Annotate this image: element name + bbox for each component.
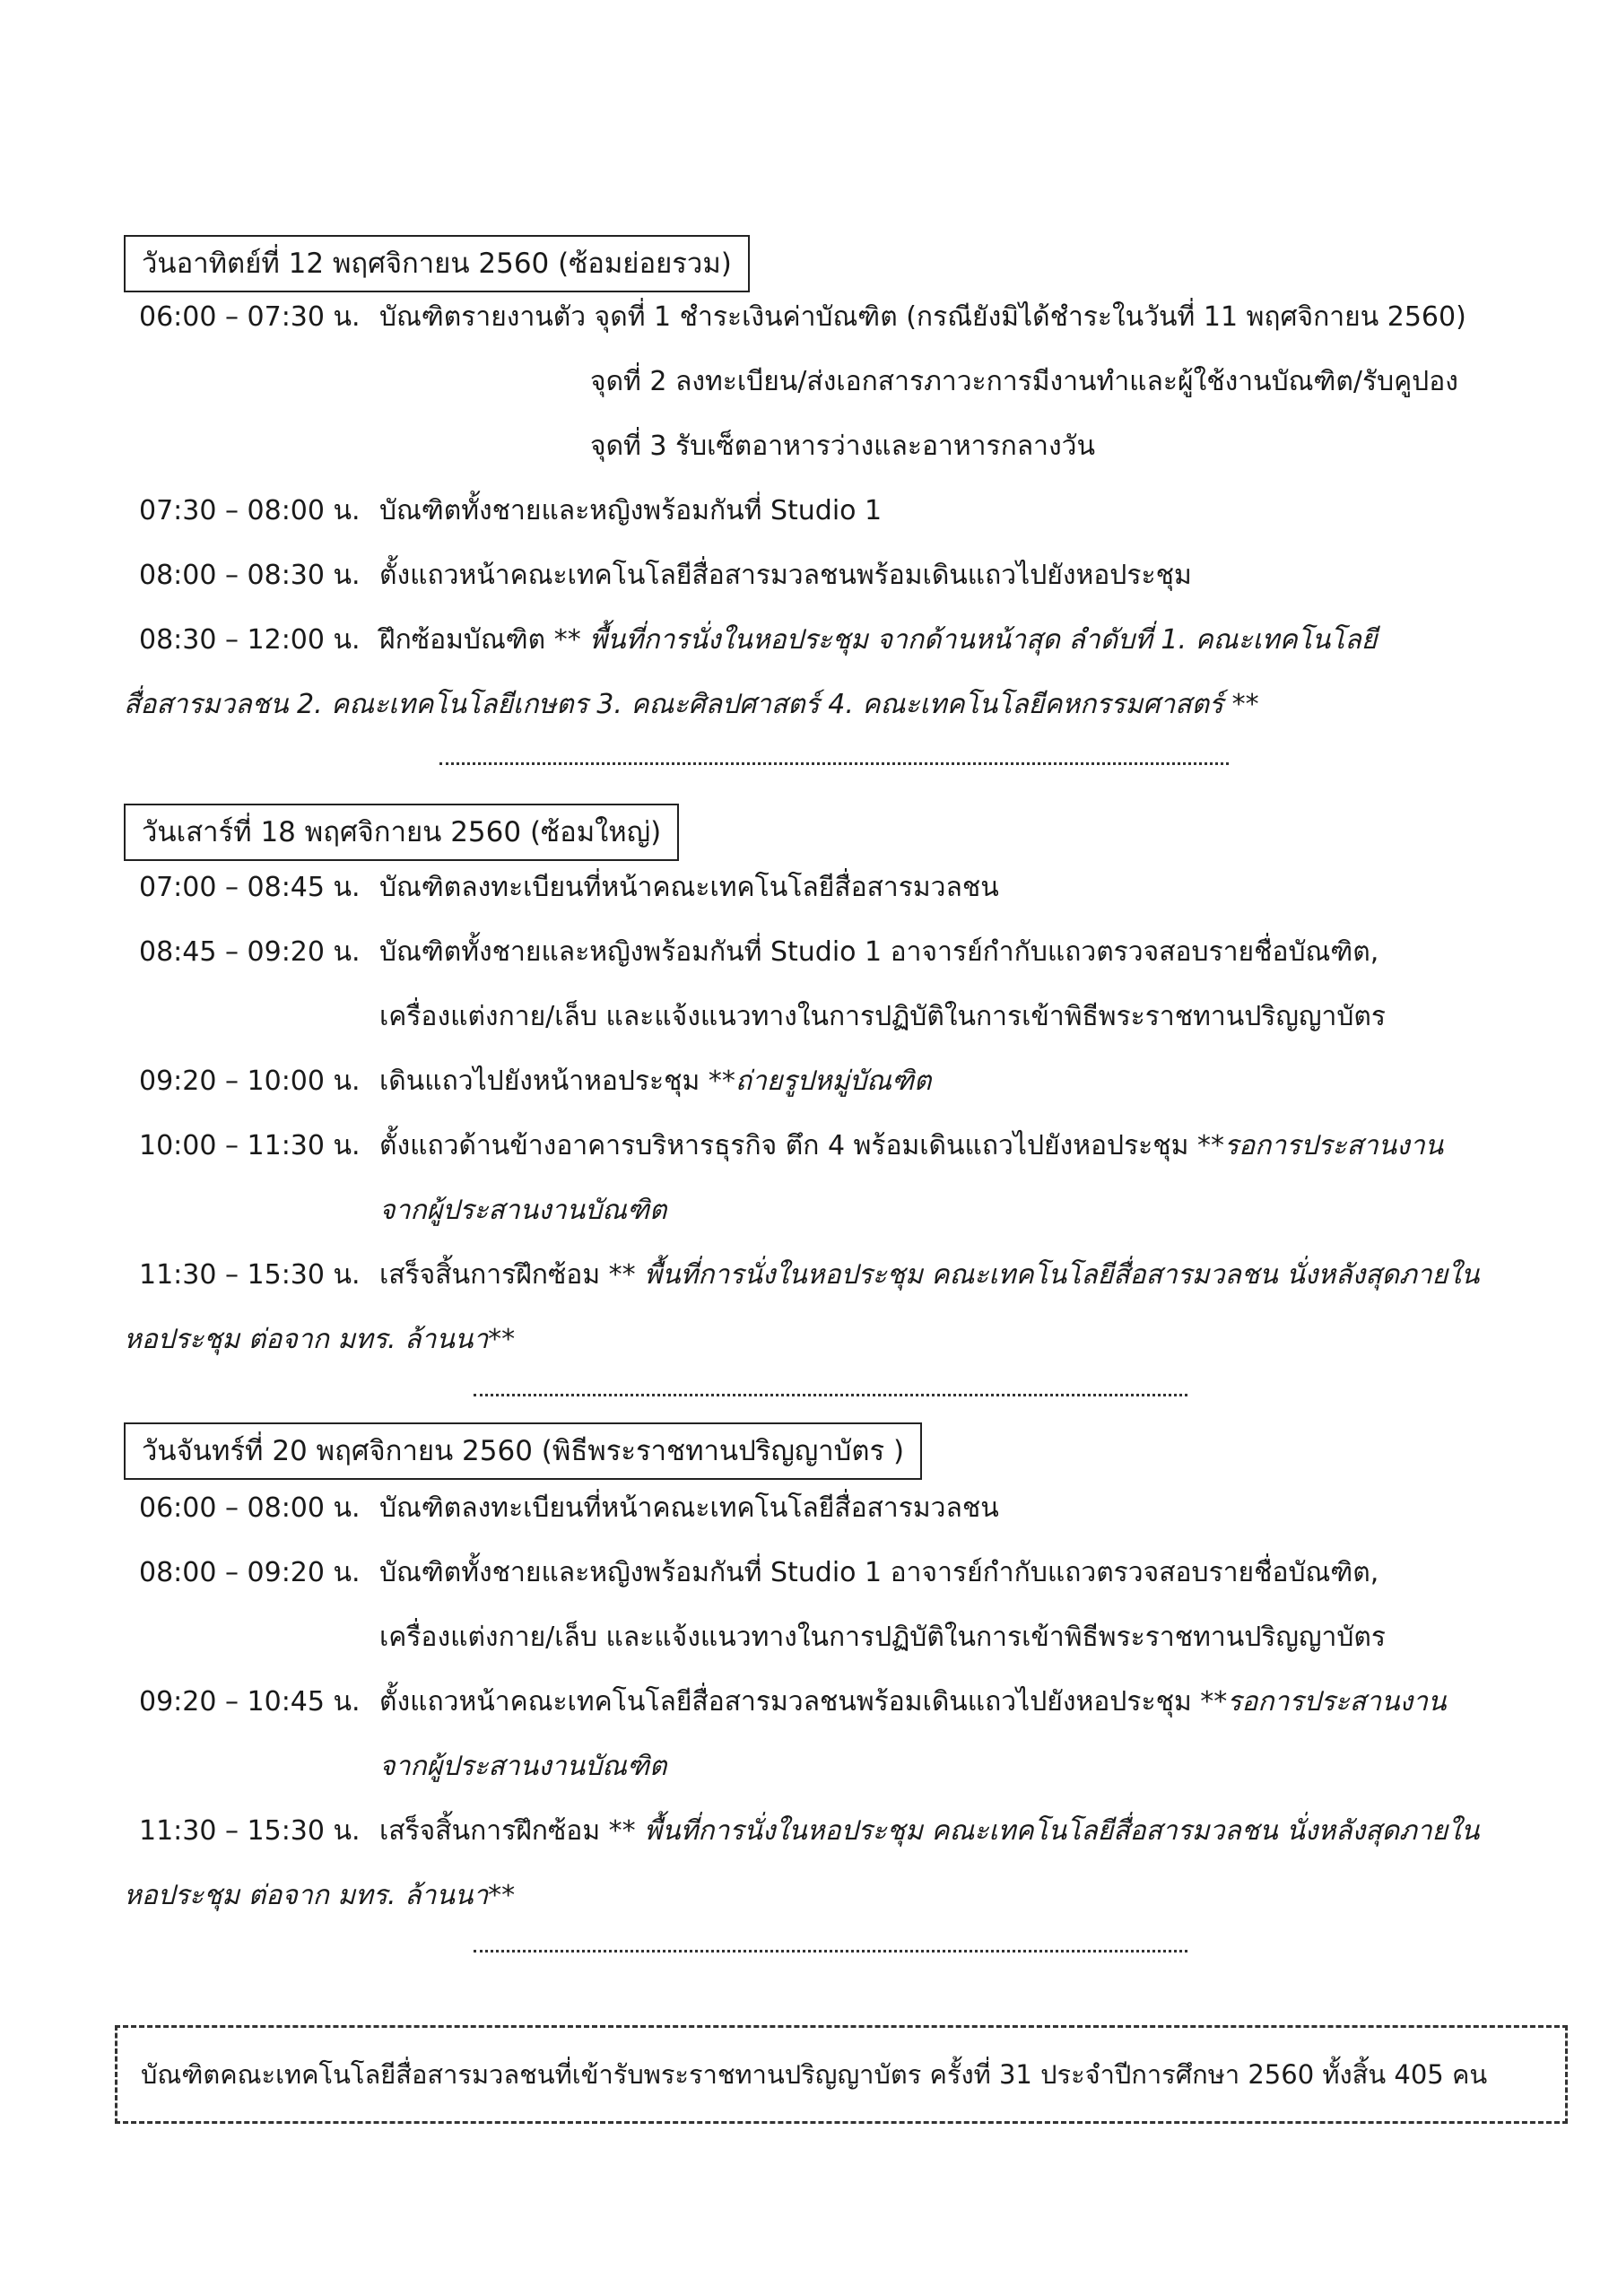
day2-item-3-desc-text: เดินแถวไปยังหน้าหอประชุม [379, 1065, 700, 1097]
day1-header: วันอาทิตย์ที่ 12 พฤศจิกายน 2560 (ซ้อมย่อยรวม) [124, 235, 750, 292]
day1-item-2-desc: บัณฑิตทั้งชายและหญิงพร้อมกันที่ Studio 1 [379, 495, 883, 526]
day3-item-4-wrap: หอประชุม ต่อจาก มทร. ล้านนา** [124, 1880, 516, 1911]
day1-item-3 [139, 544, 1537, 608]
day3-item-4 [139, 1799, 1537, 1864]
day2-item-4-desc [379, 1114, 1443, 1178]
day3-item-4-time: 11:30 – 15:30 น. [139, 1815, 361, 1847]
day2-item-5-desc-text: เสร็จสิ้นการฝึกซ้อม [379, 1259, 601, 1291]
day1-item-4-desc-text: ฝึกซ้อมบัณฑิต [379, 624, 546, 656]
day1-item-3-desc: ตั้งแถวหน้าคณะเทคโนโลยีสื่อสารมวลชนพร้อมเดินแถวไปยังหอประชุม [379, 560, 1192, 591]
day3-item-3-cont: จากผู้ประสานงานบัณฑิต [379, 1751, 667, 1782]
day2-item-1-desc: บัณฑิตลงทะเบียนที่หน้าคณะเทคโนโลยีสื่อสารมวลชน [379, 872, 999, 903]
section-divider-1 [439, 762, 1229, 765]
day3-item-1 [139, 1476, 1537, 1541]
day2-item-2-cont: เครื่องแต่งกาย/เล็บ และแจ้งแนวทางในการปฏิบัติในการเข้าพิธีพระราชทานปริญญาบัตร [379, 1001, 1387, 1032]
day1-note-continued: สื่อสารมวลชน 2. คณะเทคโนโลยีเกษตร 3. คณะศิลปศาสตร์ 4. คณะเทคโนโลยีคหกรรมศาสตร์ ** [124, 689, 1259, 720]
day1-item-1-time: 06:00 – 07:30 น. [139, 301, 361, 333]
day2-item-2-time: 08:45 – 09:20 น. [139, 936, 361, 968]
day3-item-2-desc: บัณฑิตทั้งชายและหญิงพร้อมกันที่ Studio 1 อาจารย์กำกับแถวตรวจสอบรายชื่อบัณฑิต, [379, 1557, 1379, 1588]
day3-item-2-time: 08:00 – 09:20 น. [139, 1557, 361, 1588]
day2-item-1 [139, 856, 1537, 920]
day2-item-5-time: 11:30 – 15:30 น. [139, 1259, 361, 1291]
day1-item-4-desc [379, 608, 1377, 673]
day2-item-4-cont: จากผู้ประสานงานบัณฑิต [379, 1195, 667, 1226]
day1-point3: จุดที่ 3 รับเซ็ตอาหารว่างและอาหารกลางวัน [590, 430, 1096, 462]
day2-item-3 [139, 1049, 1537, 1114]
day1-item-4 [139, 608, 1537, 673]
day3-item-4-desc-text: เสร็จสิ้นการฝึกซ้อม [379, 1815, 601, 1847]
day3-item-1-time: 06:00 – 08:00 น. [139, 1492, 361, 1524]
graduate-summary-box: บัณฑิตคณะเทคโนโลยีสื่อสารมวลชนที่เข้ารับพระราชทานปริญญาบัตร ครั้งที่ 31 ประจำปีการศึกษา 2560 ทั้งสิ้น 405 คน [115, 2025, 1568, 2124]
day1-item-2 [139, 479, 1537, 544]
day2-item-4 [139, 1114, 1537, 1178]
day2-item-3-note: **ถ่ายรูปหมู่บัณฑิต [708, 1065, 932, 1097]
day2-item-5-wrap: หอประชุม ต่อจาก มทร. ล้านนา** [124, 1324, 516, 1355]
day2-item-4-desc-text: ตั้งแถวด้านข้างอาคารบริหารธุรกิจ ตึก 4 พร้อมเดินแถวไปยังหอประชุม [379, 1130, 1189, 1161]
day1-item-2-time: 07:30 – 08:00 น. [139, 495, 361, 526]
day1-item-1 [139, 285, 1537, 350]
day2-item-2-desc: บัณฑิตทั้งชายและหญิงพร้อมกันที่ Studio 1 อาจารย์กำกับแถวตรวจสอบรายชื่อบัณฑิต, [379, 936, 1379, 968]
day1-point2: จุดที่ 2 ลงทะเบียน/ส่งเอกสารภาวะการมีงานทำและผู้ใช้งานบัณฑิต/รับคูปอง [590, 366, 1458, 397]
day2-item-5 [139, 1243, 1537, 1308]
day2-item-4-time: 10:00 – 11:30 น. [139, 1130, 361, 1161]
day3-item-3-desc [379, 1670, 1446, 1735]
day2-item-5-desc [379, 1243, 1479, 1308]
day2-item-3-desc [379, 1049, 931, 1114]
day3-item-3-time: 09:20 – 10:45 น. [139, 1686, 361, 1718]
day2-item-5-note: ** พื้นที่การนั่งในหอประชุม คณะเทคโนโลยีสื่อสารมวลชน นั่งหลังสุดภายใน [608, 1259, 1480, 1291]
day2-header: วันเสาร์ที่ 18 พฤศจิกายน 2560 (ซ้อมใหญ่) [124, 804, 679, 861]
day3-item-3-desc-text: ตั้งแถวหน้าคณะเทคโนโลยีสื่อสารมวลชนพร้อมเดินแถวไปยังหอประชุม [379, 1686, 1192, 1718]
day3-header: วันจันทร์ที่ 20 พฤศจิกายน 2560 (พิธีพระราชทานปริญญาบัตร ) [124, 1422, 922, 1480]
day1-item-1-desc: บัณฑิตรายงานตัว จุดที่ 1 ชำระเงินค่าบัณฑิต (กรณียังมิได้ชำระในวันที่ 11 พฤศจิกายน 2560) [379, 301, 1466, 333]
day3-item-3-note: **รอการประสานงาน [1200, 1686, 1447, 1718]
day1-item-4-time: 08:30 – 12:00 น. [139, 624, 361, 656]
day2-item-2 [139, 920, 1537, 985]
day3-item-1-desc: บัณฑิตลงทะเบียนที่หน้าคณะเทคโนโลยีสื่อสารมวลชน [379, 1492, 999, 1524]
section-divider-3 [474, 1950, 1187, 1952]
day2-item-3-time: 09:20 – 10:00 น. [139, 1065, 361, 1097]
day3-item-2-cont: เครื่องแต่งกาย/เล็บ และแจ้งแนวทางในการปฏิบัติในการเข้าพิธีพระราชทานปริญญาบัตร [379, 1622, 1387, 1653]
day3-item-3 [139, 1670, 1537, 1735]
section-divider-2 [474, 1394, 1187, 1396]
day2-item-4-note: **รอการประสานงาน [1196, 1130, 1444, 1161]
day3-item-4-desc [379, 1799, 1479, 1864]
day3-item-4-note: ** พื้นที่การนั่งในหอประชุม คณะเทคโนโลยีสื่อสารมวลชน นั่งหลังสุดภายใน [608, 1815, 1480, 1847]
day1-item-4-note: ** พื้นที่การนั่งในหอประชุม จากด้านหน้าสุด ลำดับที่ 1. คณะเทคโนโลยี [553, 624, 1378, 656]
day1-item-3-time: 08:00 – 08:30 น. [139, 560, 361, 591]
day3-item-2 [139, 1541, 1537, 1605]
day2-item-1-time: 07:00 – 08:45 น. [139, 872, 361, 903]
